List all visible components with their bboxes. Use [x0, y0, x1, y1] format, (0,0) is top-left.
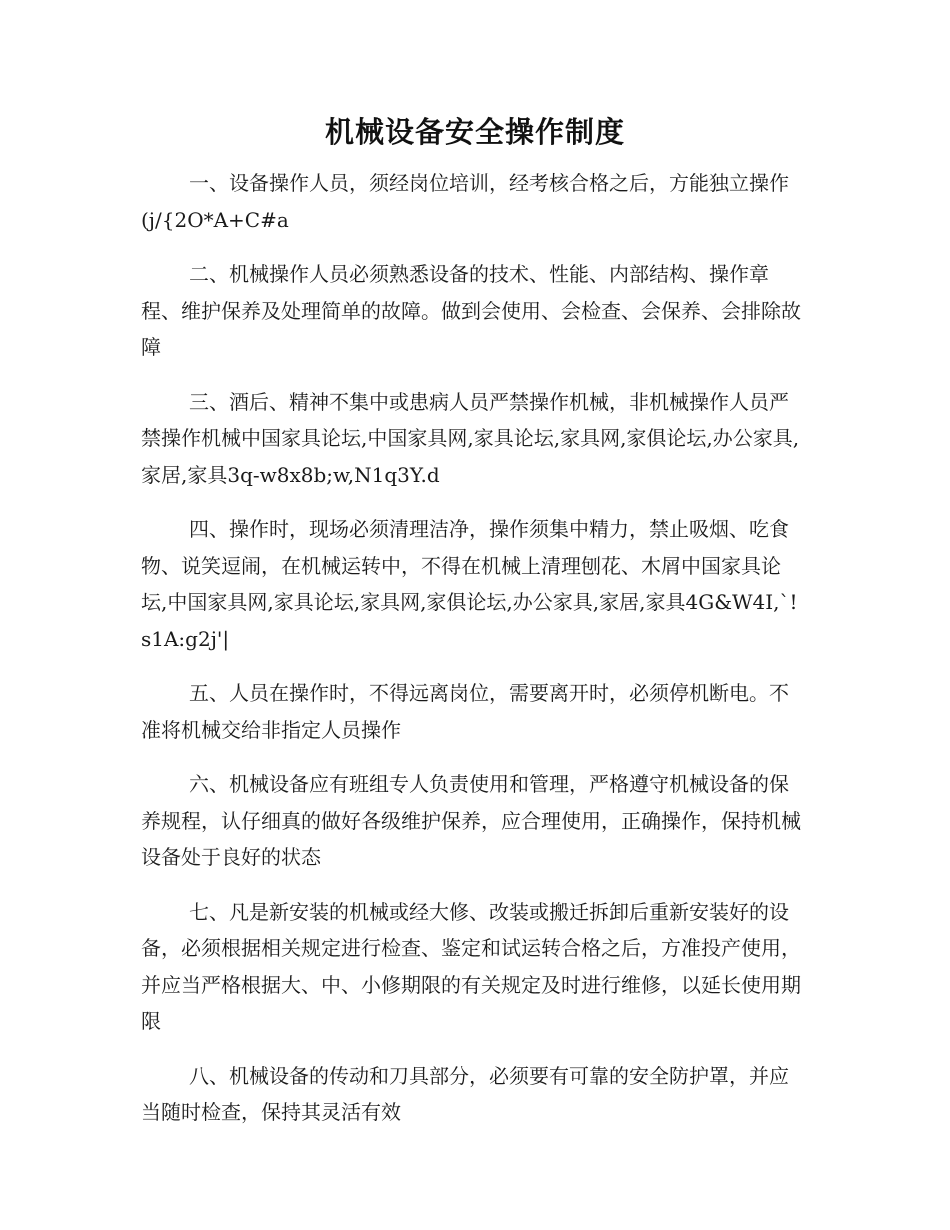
paragraph-8: 八、机械设备的传动和刀具部分，必须要有可靠的安全防护罩，并应当随时检查，保持其灵活有效 — [141, 1063, 789, 1124]
paragraph-3: 三、酒后、精神不集中或患病人员严禁操作机械，非机械操作人员严禁操作机械中国家具论坛,中国家具网,家具论坛,家具网,家俱论坛,办公家具,家居,家具3q-w8x8b;w,N1q3Y.d — [141, 389, 800, 487]
paragraph-4: 四、操作时，现场必须清理洁净，操作须集中精力，禁止吸烟、吃食物、说笑逗闹，在机械运转中，不得在机械上清理刨花、木屑中国家具论坛,中国家具网,家具论坛,家具网,家俱论坛,办公家具,家居,家具4G&W4I,`!s1A:g2j'| — [141, 517, 798, 651]
paragraph-1: 一、设备操作人员，须经岗位培训，经考核合格之后，方能独立操作(j/{2O*A+C#a — [141, 171, 789, 232]
document-title: 机械设备安全操作制度 — [324, 115, 625, 149]
document-body — [141, 165, 806, 1149]
paragraph-6: 六、机械设备应有班组专人负责使用和管理，严格遵守机械设备的保养规程，认仔细真的做好各级维护保养，应合理使用，正确操作，保持机械设备处于良好的状态 — [141, 772, 801, 869]
paragraph-5: 五、人员在操作时，不得远离岗位，需要离开时，必须停机断电。不准将机械交给非指定人员操作 — [141, 681, 789, 742]
paragraph-2: 二、机械操作人员必须熟悉设备的技术、性能、内部结构、操作章程、维护保养及处理简单的故障。做到会使用、会检查、会保养、会排除故障 — [141, 262, 801, 359]
paragraph-7: 七、凡是新安装的机械或经大修、改装或搬迁拆卸后重新安装好的设备，必须根据相关规定进行检查、鉴定和试运转合格之后，方准投产使用，并应当严格根据大、中、小修期限的有关规定及时进行维修，以延长使用期限 — [141, 899, 801, 1033]
